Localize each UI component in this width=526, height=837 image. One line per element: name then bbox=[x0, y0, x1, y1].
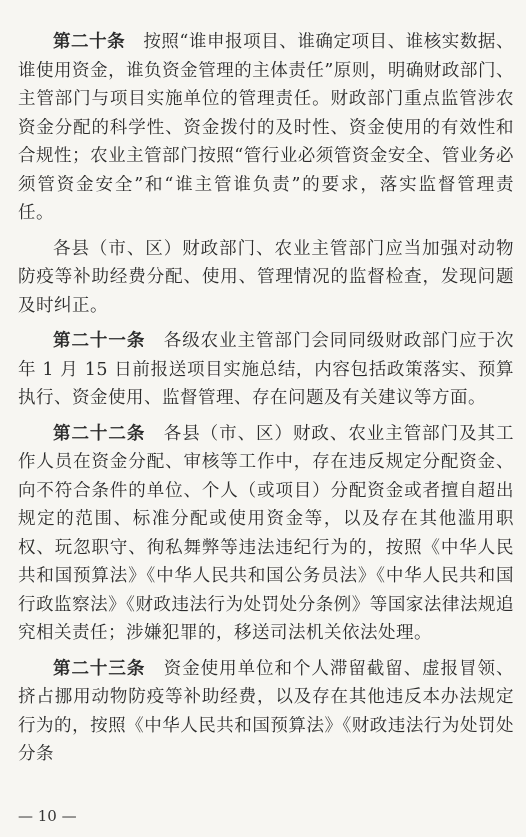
paragraph-text: 资金使用单位和个人滞留截留、虚报冒领、挤占挪用动物防疫等补助经费，以及存在其他违反本办法规定行为的，按照《中华人民共和国预算法》《财政违法行为处罚处分条 bbox=[18, 658, 515, 764]
article-heading: 第二十一条 bbox=[53, 331, 146, 351]
paragraph-article-20 bbox=[18, 28, 514, 228]
document-page bbox=[18, 0, 514, 837]
paragraph-article-22 bbox=[18, 420, 514, 648]
document-body bbox=[18, 28, 514, 769]
paragraph-article-21 bbox=[18, 327, 514, 413]
article-heading: 第二十条 bbox=[53, 32, 126, 52]
paragraph-text: 各县（市、区）财政部门、农业主管部门应当加强对动物防疫等补助经费分配、使用、管理情况的监督检查，发现问题及时纠正。 bbox=[18, 238, 514, 316]
paragraph-article-23 bbox=[18, 655, 514, 769]
article-heading: 第二十三条 bbox=[53, 658, 146, 679]
paragraph-text: 各县（市、区）财政、农业主管部门及其工作人员在资金分配、审核等工作中，存在违反规定分配资金、向不符合条件的单位、个人（或项目）分配资金或者擅自超出规定的范围、标准分配或使用资金等，以及存在其他滥用职权、玩忽职守、徇私舞弊等违法违纪行为的，按照《中华人民共和国预算法》《中华人民共和国公务员法》《中华人民共和国行政监察法》《财政违法行为处罚处分条例》等国家法律法规追究相关责任；涉嫌犯罪的，移送司法机关依法处理。 bbox=[18, 423, 515, 643]
paragraph-text: 各级农业主管部门会同同级财政部门应于次年 1 月 15 日前报送项目实施总结，内容包括政策落实、预算执行、资金使用、监督管理、存在问题及有关建议等方面。 bbox=[18, 331, 515, 408]
paragraph-text: 按照“谁申报项目、谁确定项目、谁核实数据、谁使用资金，谁负资金管理的主体责任”原则，明确财政部门、主管部门与项目实施单位的管理责任。财政部门重点监管涉农资金分配的科学性、资金拨付的及时性、资金使用的有效性和合规性；农业主管部门按照“管行业必须管资金安全、管业务必须管资金安全”和“谁主管谁负责”的要求，落实监督管理责任。 bbox=[18, 32, 514, 223]
paragraph-article-20-continued bbox=[18, 235, 514, 321]
page-number: — 10 — bbox=[18, 807, 77, 825]
article-heading: 第二十二条 bbox=[53, 423, 146, 444]
